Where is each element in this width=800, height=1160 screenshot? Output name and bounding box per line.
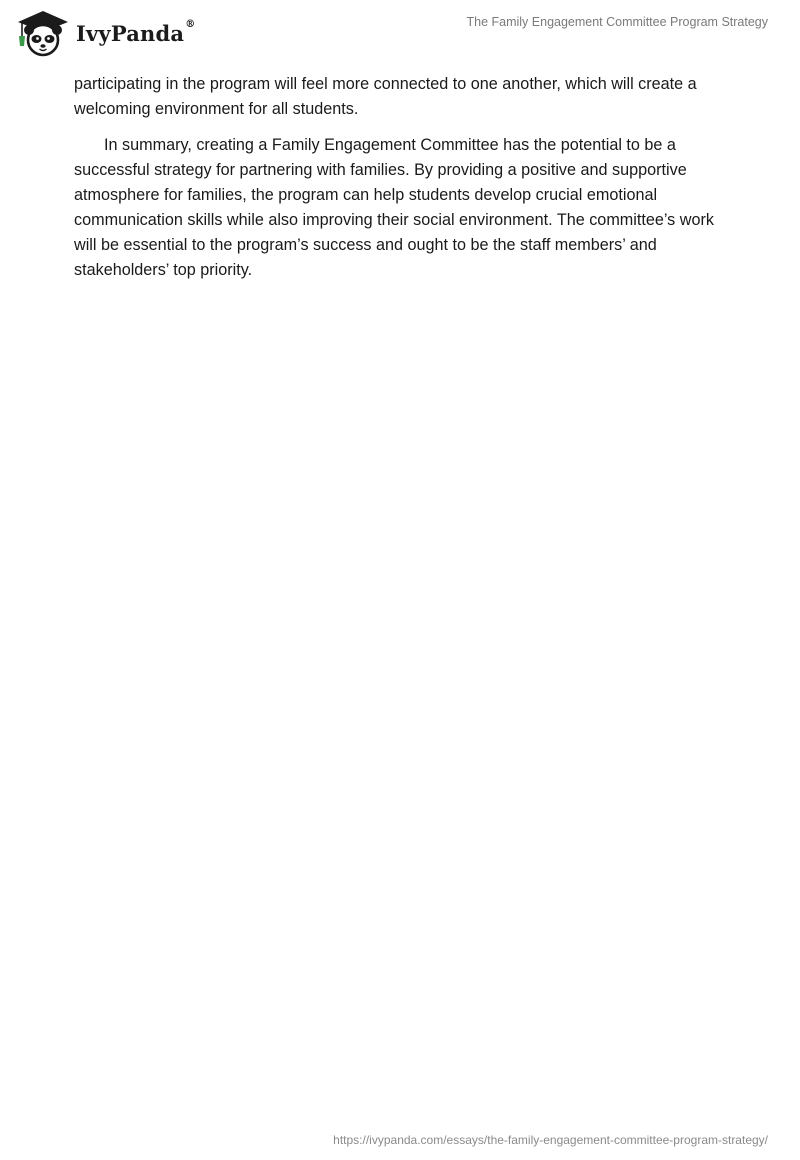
source-url[interactable]: https://ivypanda.com/essays/the-family-engagement-committee-program-strategy/ [333,1133,768,1147]
paragraph: In summary, creating a Family Engagement Committee has the potential to be a successful strategy for partnering with families. By providing a positive and supportive atmosphere for families, the program can help students develop crucial emotional communication skills while also improving their social environment. The committee’s work will be essential to the program’s success and ought to be the staff members’ and stakeholders’ top priority. [74,136,714,279]
page-header [0,0,800,64]
document-body [74,72,726,294]
panda-graduation-cap-icon [14,8,72,58]
paragraph: participating in the program will feel more connected to one another, which will create a welcoming environment for all students. [74,75,697,118]
registered-mark: ® [185,18,196,30]
brand-name: IvyPanda® [76,18,196,46]
ivypanda-logo[interactable] [14,8,195,58]
document-title: The Family Engagement Committee Program Strategy [466,15,768,29]
